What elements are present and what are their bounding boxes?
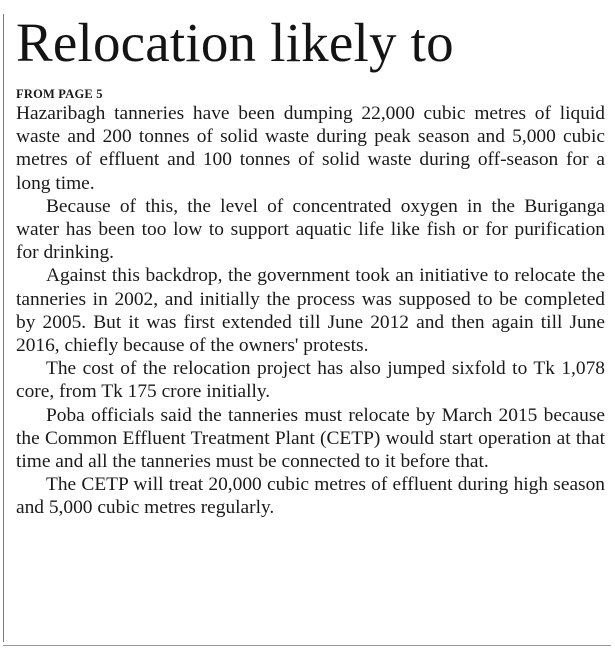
paragraph-6: The CETP will treat 20,000 cubic metres of effluent during high season and 5,000 cubic metres regularly. — [16, 474, 605, 519]
column-rule-bottom — [3, 645, 611, 646]
paragraph-1: Hazaribagh tanneries have been dumping 22,000 cubic metres of liquid waste and 200 tonnes of solid waste during peak season and 5,000 cubic metres of effluent and 100 tonnes of solid waste during off-season for a long time. — [16, 103, 605, 194]
column-rule-left — [3, 14, 4, 642]
paragraph-2: Because of this, the level of concentrated oxygen in the Buriganga water has been too low to support aquatic life like fish or for purification for drinking. — [16, 195, 605, 264]
article-body — [16, 102, 605, 520]
paragraph-5: Poba officials said the tanneries must relocate by March 2015 because the Common Effluent Treatment Plant (CETP) would start operation at that time and all the tanneries must be connected to it before that. — [16, 404, 605, 473]
headline: Relocation likely to — [16, 12, 454, 73]
paragraph-4: The cost of the relocation project has also jumped sixfold to Tk 1,078 core, from Tk 175 crore initially. — [16, 358, 605, 403]
jump-line: FROM PAGE 5 — [16, 87, 103, 101]
paragraph-3: Against this backdrop, the government took an initiative to relocate the tanneries in 2002, and initially the process was supposed to be completed by 2005. But it was first extended till June 2012 and then again till June 2016, chiefly because of the owners' protests. — [16, 265, 605, 357]
news-article — [16, 10, 605, 520]
